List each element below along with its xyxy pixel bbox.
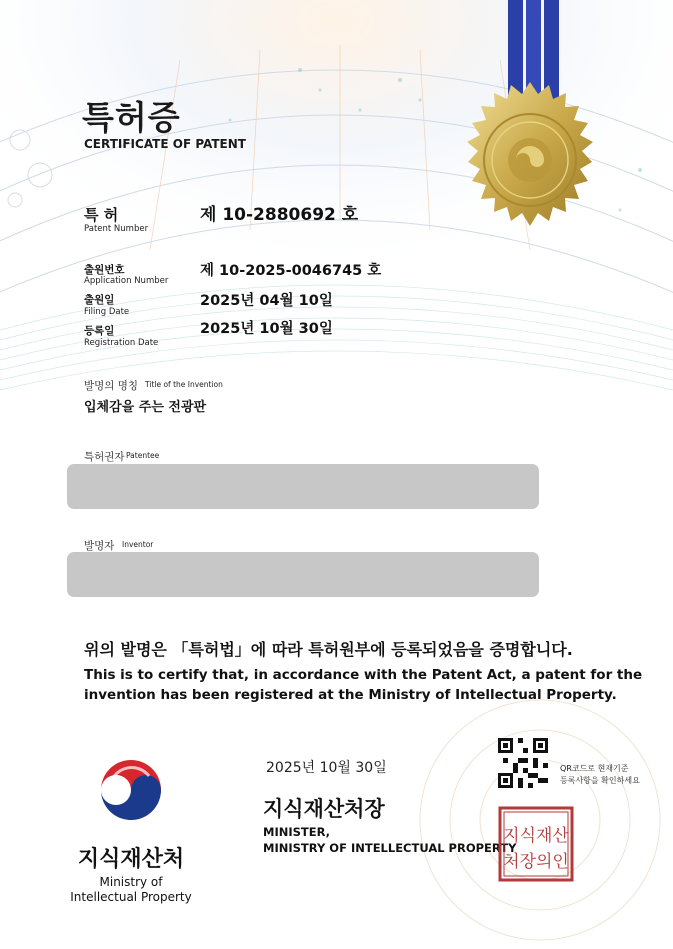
svg-text:처장의인: 처장의인 <box>503 852 569 872</box>
registration-date-label: 등록일 <box>84 325 115 337</box>
svg-text:지식재산: 지식재산 <box>503 826 569 846</box>
patent-number-label: 특 허 <box>84 206 119 224</box>
qr-code-icon[interactable] <box>498 738 548 788</box>
qr-note-line1: QR코드로 현재기준 <box>560 764 629 773</box>
filing-date-label-en: Filing Date <box>84 307 130 317</box>
filing-date-label: 출원일 <box>84 294 115 306</box>
minister-title-en-line2: MINISTRY OF INTELLECTUAL PROPERTY <box>263 841 517 855</box>
inventor-redaction <box>67 552 539 597</box>
certification-statement-en-line1: This is to certify that, in accordance with the Patent Act, a patent for the <box>84 667 643 683</box>
official-red-stamp-icon <box>497 805 575 883</box>
taegeuk-logo-icon <box>93 752 169 828</box>
patent-number-value: 제 10-2880692 호 <box>200 205 359 225</box>
application-number-label-en: Application Number <box>84 276 169 286</box>
certificate-title: 특허증 <box>82 98 181 137</box>
application-number-value: 제 10-2025-0046745 호 <box>200 263 382 279</box>
invention-title-value: 입체감을 주는 전광판 <box>84 400 207 415</box>
registration-date-label-en: Registration Date <box>84 338 159 348</box>
patentee-redaction <box>67 464 539 509</box>
organization-name-ko: 지식재산처 <box>77 847 185 872</box>
patentee-label: 특허권자 <box>84 451 125 463</box>
minister-title-en-line1: MINISTER, <box>263 825 331 839</box>
issue-date: 2025년 10월 30일 <box>266 760 387 776</box>
qr-note-line2: 등록사항을 확인하세요 <box>560 776 640 785</box>
filing-date-value: 2025년 04월 10일 <box>200 293 333 309</box>
invention-title-label-en: Title of the Invention <box>145 380 223 389</box>
organization-name-en-line1: Ministry of <box>99 875 163 889</box>
minister-title-ko: 지식재산처장 <box>263 797 385 821</box>
application-number-label: 출원번호 <box>84 264 125 276</box>
certification-statement-en-line2: invention has been registered at the Ministry of Intellectual Property. <box>84 687 617 703</box>
certification-statement-ko: 위의 발명은 「특허법」에 따라 특허원부에 등록되었음을 증명합니다. <box>84 640 573 659</box>
certificate-title-en: CERTIFICATE OF PATENT <box>84 137 246 151</box>
organization-name-en-line2: Intellectual Property <box>70 890 192 904</box>
inventor-label-en: Inventor <box>122 540 154 549</box>
inventor-label: 발명자 <box>84 540 115 552</box>
patentee-label-en: Patentee <box>126 451 160 460</box>
patent-number-label-en: Patent Number <box>84 224 149 234</box>
invention-title-label: 발명의 명칭 <box>84 380 139 392</box>
registration-date-value: 2025년 10월 30일 <box>200 321 333 337</box>
